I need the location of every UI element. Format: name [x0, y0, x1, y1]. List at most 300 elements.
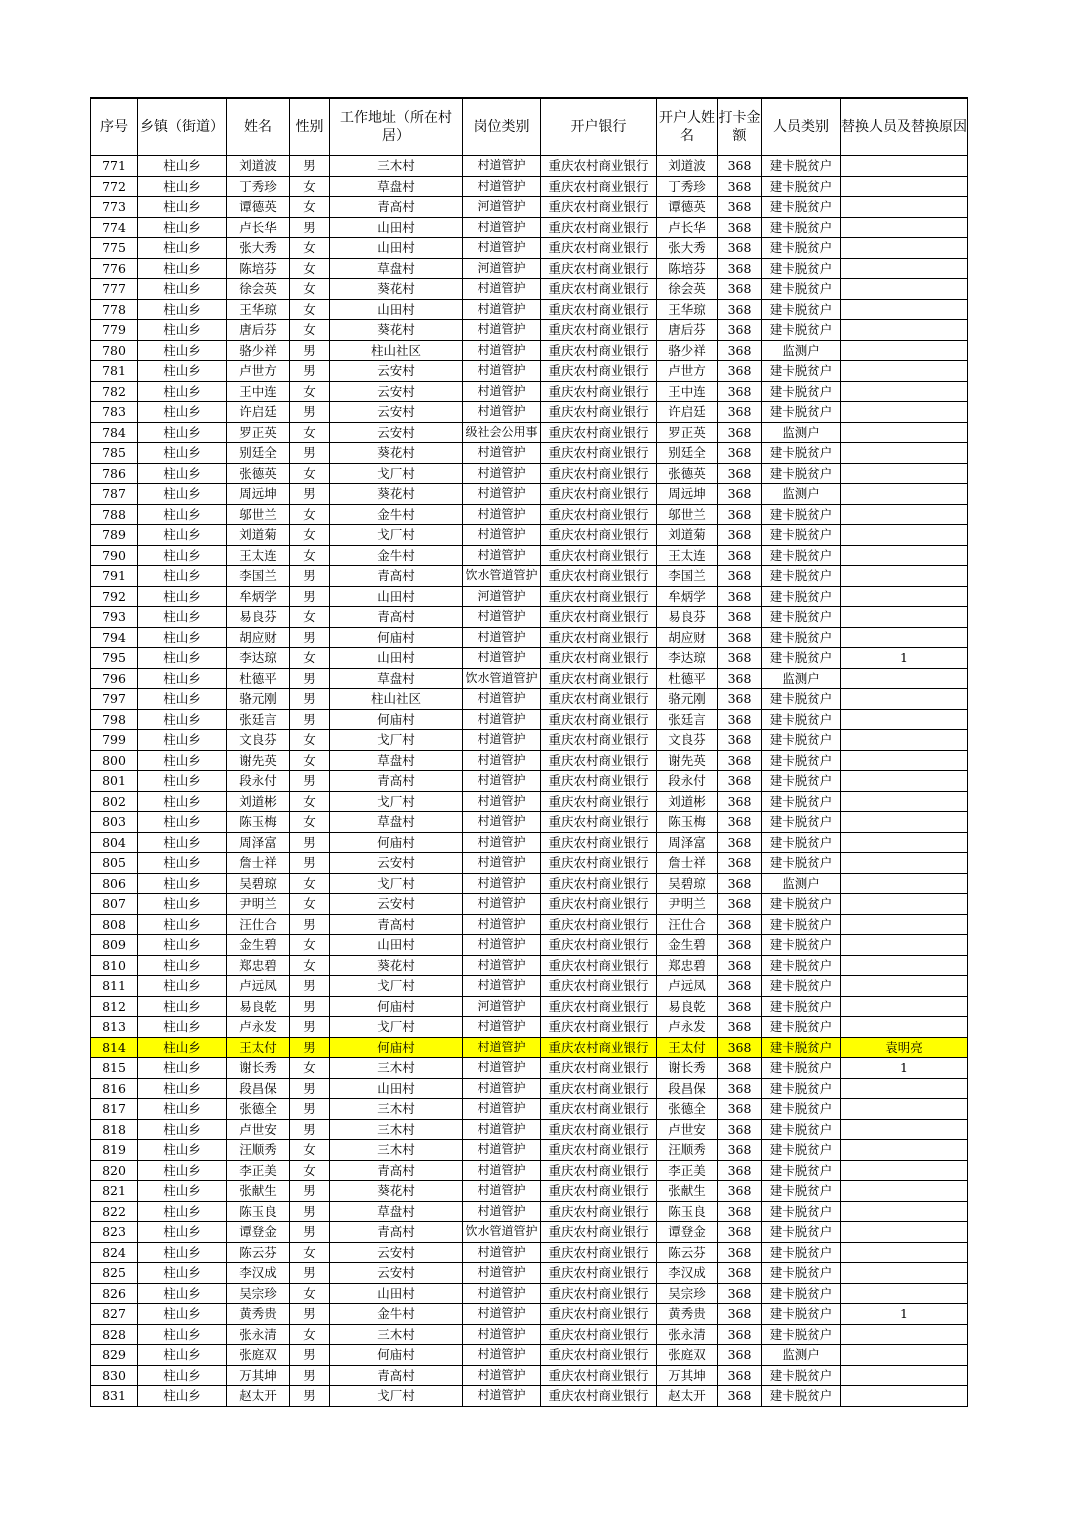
cell-account-holder: 徐会英	[657, 279, 718, 300]
cell-amount: 368	[718, 873, 762, 894]
cell-gender: 男	[290, 1345, 330, 1366]
cell-name: 卢长华	[227, 217, 290, 238]
cell-post-type: 村道管护	[463, 894, 541, 915]
cell-person-category: 监测户	[762, 422, 841, 443]
cell-account-holder: 谢长秀	[657, 1058, 718, 1079]
cell-post-type: 村道管护	[463, 607, 541, 628]
cell-gender: 女	[290, 1324, 330, 1345]
cell-account-holder: 刘道彬	[657, 791, 718, 812]
cell-person-category: 建卡脱贫户	[762, 791, 841, 812]
table-row	[91, 463, 968, 484]
cell-bank: 重庆农村商业银行	[541, 832, 657, 853]
cell-work-address: 山田村	[330, 648, 463, 669]
table-row	[91, 1242, 968, 1263]
cell-bank: 重庆农村商业银行	[541, 955, 657, 976]
cell-replacement	[841, 976, 968, 997]
cell-replacement	[841, 791, 968, 812]
cell-bank: 重庆农村商业银行	[541, 566, 657, 587]
cell-person-category: 监测户	[762, 340, 841, 361]
table-row	[91, 648, 968, 669]
cell-amount: 368	[718, 730, 762, 751]
cell-replacement	[841, 771, 968, 792]
cell-township: 柱山乡	[138, 217, 227, 238]
cell-work-address: 戈厂村	[330, 976, 463, 997]
cell-amount: 368	[718, 1099, 762, 1120]
cell-work-address: 戈厂村	[330, 525, 463, 546]
cell-person-category: 建卡脱贫户	[762, 504, 841, 525]
col-header-township: 乡镇（街道）	[138, 98, 227, 156]
cell-work-address: 何庙村	[330, 832, 463, 853]
cell-index: 829	[91, 1345, 138, 1366]
cell-name: 黄秀贵	[227, 1304, 290, 1325]
cell-name: 胡应财	[227, 627, 290, 648]
cell-account-holder: 周远坤	[657, 484, 718, 505]
cell-account-holder: 谭登金	[657, 1222, 718, 1243]
cell-gender: 男	[290, 217, 330, 238]
cell-person-category: 建卡脱贫户	[762, 443, 841, 464]
cell-amount: 368	[718, 1037, 762, 1058]
cell-township: 柱山乡	[138, 935, 227, 956]
cell-account-holder: 陈云芬	[657, 1242, 718, 1263]
cell-post-type: 村道管护	[463, 832, 541, 853]
cell-index: 808	[91, 914, 138, 935]
cell-bank: 重庆农村商业银行	[541, 1140, 657, 1161]
cell-account-holder: 张德英	[657, 463, 718, 484]
cell-amount: 368	[718, 894, 762, 915]
cell-township: 柱山乡	[138, 648, 227, 669]
cell-index: 781	[91, 361, 138, 382]
cell-bank: 重庆农村商业银行	[541, 361, 657, 382]
cell-amount: 368	[718, 484, 762, 505]
cell-township: 柱山乡	[138, 299, 227, 320]
cell-post-type: 河道管护	[463, 996, 541, 1017]
cell-township: 柱山乡	[138, 545, 227, 566]
cell-work-address: 云安村	[330, 894, 463, 915]
cell-amount: 368	[718, 156, 762, 177]
cell-name: 谭德英	[227, 197, 290, 218]
cell-amount: 368	[718, 668, 762, 689]
cell-replacement	[841, 1099, 968, 1120]
cell-person-category: 建卡脱贫户	[762, 176, 841, 197]
cell-post-type: 村道管护	[463, 484, 541, 505]
cell-account-holder: 罗正英	[657, 422, 718, 443]
cell-replacement	[841, 525, 968, 546]
cell-name: 卢永发	[227, 1017, 290, 1038]
cell-bank: 重庆农村商业银行	[541, 279, 657, 300]
table-row-highlighted	[91, 1037, 968, 1058]
cell-work-address: 山田村	[330, 935, 463, 956]
cell-gender: 男	[290, 853, 330, 874]
cell-gender: 女	[290, 504, 330, 525]
cell-bank: 重庆农村商业银行	[541, 771, 657, 792]
cell-index: 826	[91, 1283, 138, 1304]
cell-index: 811	[91, 976, 138, 997]
cell-name: 王中连	[227, 381, 290, 402]
table-row	[91, 238, 968, 259]
cell-replacement: 袁明亮	[841, 1037, 968, 1058]
cell-township: 柱山乡	[138, 1181, 227, 1202]
cell-account-holder: 骆少祥	[657, 340, 718, 361]
cell-index: 812	[91, 996, 138, 1017]
cell-account-holder: 詹士祥	[657, 853, 718, 874]
cell-person-category: 建卡脱贫户	[762, 1283, 841, 1304]
cell-bank: 重庆农村商业银行	[541, 750, 657, 771]
cell-account-holder: 陈培芬	[657, 258, 718, 279]
cell-amount: 368	[718, 1201, 762, 1222]
cell-gender: 女	[290, 730, 330, 751]
cell-post-type: 村道管护	[463, 1242, 541, 1263]
cell-bank: 重庆农村商业银行	[541, 976, 657, 997]
cell-person-category: 建卡脱贫户	[762, 1119, 841, 1140]
cell-work-address: 山田村	[330, 299, 463, 320]
cell-post-type: 村道管护	[463, 1386, 541, 1407]
cell-account-holder: 郑忠碧	[657, 955, 718, 976]
cell-replacement	[841, 1242, 968, 1263]
cell-gender: 女	[290, 320, 330, 341]
cell-account-holder: 谭德英	[657, 197, 718, 218]
cell-name: 骆元刚	[227, 689, 290, 710]
table-row	[91, 1324, 968, 1345]
cell-replacement	[841, 853, 968, 874]
cell-bank: 重庆农村商业银行	[541, 1017, 657, 1038]
cell-account-holder: 吴碧琼	[657, 873, 718, 894]
cell-gender: 男	[290, 996, 330, 1017]
cell-account-holder: 邬世兰	[657, 504, 718, 525]
cell-amount: 368	[718, 340, 762, 361]
cell-person-category: 建卡脱贫户	[762, 1365, 841, 1386]
cell-post-type: 村道管护	[463, 976, 541, 997]
cell-replacement	[841, 279, 968, 300]
cell-name: 刘道彬	[227, 791, 290, 812]
cell-gender: 女	[290, 299, 330, 320]
cell-gender: 女	[290, 1140, 330, 1161]
cell-name: 吴宗珍	[227, 1283, 290, 1304]
cell-index: 809	[91, 935, 138, 956]
cell-name: 张德英	[227, 463, 290, 484]
table-row	[91, 1386, 968, 1407]
cell-amount: 368	[718, 1283, 762, 1304]
cell-account-holder: 杜德平	[657, 668, 718, 689]
cell-bank: 重庆农村商业银行	[541, 1242, 657, 1263]
cell-bank: 重庆农村商业银行	[541, 627, 657, 648]
cell-bank: 重庆农村商业银行	[541, 197, 657, 218]
cell-amount: 368	[718, 463, 762, 484]
cell-name: 李汉成	[227, 1263, 290, 1284]
cell-bank: 重庆农村商业银行	[541, 525, 657, 546]
cell-township: 柱山乡	[138, 340, 227, 361]
cell-name: 汪顺秀	[227, 1140, 290, 1161]
cell-township: 柱山乡	[138, 689, 227, 710]
cell-post-type: 村道管护	[463, 812, 541, 833]
cell-name: 陈云芬	[227, 1242, 290, 1263]
cell-replacement	[841, 381, 968, 402]
cell-account-holder: 谢先英	[657, 750, 718, 771]
cell-replacement	[841, 258, 968, 279]
cell-index: 786	[91, 463, 138, 484]
cell-name: 郑忠碧	[227, 955, 290, 976]
cell-gender: 女	[290, 422, 330, 443]
cell-work-address: 何庙村	[330, 1345, 463, 1366]
cell-account-holder: 张廷言	[657, 709, 718, 730]
cell-gender: 男	[290, 1119, 330, 1140]
cell-work-address: 青高村	[330, 914, 463, 935]
cell-person-category: 建卡脱贫户	[762, 853, 841, 874]
cell-township: 柱山乡	[138, 1140, 227, 1161]
cell-account-holder: 张献生	[657, 1181, 718, 1202]
cell-name: 唐后芬	[227, 320, 290, 341]
cell-replacement	[841, 1119, 968, 1140]
cell-work-address: 葵花村	[330, 484, 463, 505]
cell-post-type: 村道管护	[463, 1345, 541, 1366]
cell-person-category: 建卡脱贫户	[762, 1386, 841, 1407]
cell-bank: 重庆农村商业银行	[541, 238, 657, 259]
cell-gender: 男	[290, 1099, 330, 1120]
cell-person-category: 建卡脱贫户	[762, 1037, 841, 1058]
cell-account-holder: 王中连	[657, 381, 718, 402]
cell-amount: 368	[718, 1386, 762, 1407]
cell-replacement	[841, 914, 968, 935]
cell-name: 卢世方	[227, 361, 290, 382]
cell-name: 陈玉梅	[227, 812, 290, 833]
cell-person-category: 建卡脱贫户	[762, 730, 841, 751]
cell-work-address: 山田村	[330, 1078, 463, 1099]
cell-name: 刘道波	[227, 156, 290, 177]
cell-index: 814	[91, 1037, 138, 1058]
cell-amount: 368	[718, 996, 762, 1017]
cell-gender: 男	[290, 709, 330, 730]
cell-person-category: 建卡脱贫户	[762, 648, 841, 669]
cell-work-address: 金牛村	[330, 1304, 463, 1325]
cell-replacement	[841, 1222, 968, 1243]
cell-post-type: 饮水管道管护	[463, 566, 541, 587]
table-row	[91, 1119, 968, 1140]
table-row	[91, 443, 968, 464]
cell-name: 詹士祥	[227, 853, 290, 874]
cell-person-category: 建卡脱贫户	[762, 1304, 841, 1325]
cell-index: 819	[91, 1140, 138, 1161]
table-row	[91, 914, 968, 935]
cell-post-type: 村道管护	[463, 1119, 541, 1140]
cell-work-address: 草盘村	[330, 258, 463, 279]
cell-work-address: 云安村	[330, 1242, 463, 1263]
cell-bank: 重庆农村商业银行	[541, 894, 657, 915]
cell-name: 段昌保	[227, 1078, 290, 1099]
cell-replacement	[841, 1201, 968, 1222]
cell-account-holder: 李国兰	[657, 566, 718, 587]
cell-gender: 男	[290, 771, 330, 792]
cell-replacement	[841, 361, 968, 382]
cell-bank: 重庆农村商业银行	[541, 217, 657, 238]
cell-township: 柱山乡	[138, 238, 227, 259]
cell-amount: 368	[718, 422, 762, 443]
cell-index: 816	[91, 1078, 138, 1099]
table-row	[91, 750, 968, 771]
cell-post-type: 村道管护	[463, 340, 541, 361]
cell-index: 828	[91, 1324, 138, 1345]
cell-township: 柱山乡	[138, 1037, 227, 1058]
cell-index: 806	[91, 873, 138, 894]
cell-account-holder: 汪仕合	[657, 914, 718, 935]
cell-index: 784	[91, 422, 138, 443]
cell-township: 柱山乡	[138, 463, 227, 484]
table-row	[91, 1099, 968, 1120]
cell-township: 柱山乡	[138, 873, 227, 894]
cell-township: 柱山乡	[138, 1283, 227, 1304]
cell-work-address: 云安村	[330, 361, 463, 382]
cell-township: 柱山乡	[138, 176, 227, 197]
cell-gender: 男	[290, 832, 330, 853]
cell-gender: 女	[290, 648, 330, 669]
cell-gender: 女	[290, 1242, 330, 1263]
table-row	[91, 627, 968, 648]
cell-name: 徐会英	[227, 279, 290, 300]
cell-account-holder: 李达琼	[657, 648, 718, 669]
cell-gender: 男	[290, 1304, 330, 1325]
cell-name: 李达琼	[227, 648, 290, 669]
table-row	[91, 1304, 968, 1325]
cell-post-type: 村道管护	[463, 176, 541, 197]
cell-person-category: 建卡脱贫户	[762, 361, 841, 382]
cell-person-category: 监测户	[762, 668, 841, 689]
cell-index: 772	[91, 176, 138, 197]
cell-township: 柱山乡	[138, 1222, 227, 1243]
cell-account-holder: 刘道菊	[657, 525, 718, 546]
cell-replacement	[841, 730, 968, 751]
cell-person-category: 建卡脱贫户	[762, 955, 841, 976]
cell-index: 780	[91, 340, 138, 361]
cell-bank: 重庆农村商业银行	[541, 689, 657, 710]
cell-work-address: 草盘村	[330, 176, 463, 197]
cell-name: 陈玉良	[227, 1201, 290, 1222]
cell-township: 柱山乡	[138, 976, 227, 997]
cell-account-holder: 唐后芬	[657, 320, 718, 341]
cell-person-category: 建卡脱贫户	[762, 914, 841, 935]
cell-amount: 368	[718, 689, 762, 710]
cell-post-type: 村道管护	[463, 709, 541, 730]
cell-bank: 重庆农村商业银行	[541, 1283, 657, 1304]
cell-bank: 重庆农村商业银行	[541, 176, 657, 197]
cell-person-category: 建卡脱贫户	[762, 1140, 841, 1161]
cell-post-type: 村道管护	[463, 217, 541, 238]
cell-person-category: 建卡脱贫户	[762, 566, 841, 587]
cell-replacement	[841, 197, 968, 218]
cell-index: 776	[91, 258, 138, 279]
cell-replacement	[841, 750, 968, 771]
cell-name: 陈培芬	[227, 258, 290, 279]
cell-amount: 368	[718, 525, 762, 546]
cell-person-category: 监测户	[762, 873, 841, 894]
cell-person-category: 建卡脱贫户	[762, 299, 841, 320]
cell-person-category: 建卡脱贫户	[762, 586, 841, 607]
cell-gender: 男	[290, 443, 330, 464]
table-row	[91, 976, 968, 997]
cell-amount: 368	[718, 1242, 762, 1263]
table-row	[91, 1017, 968, 1038]
cell-amount: 368	[718, 504, 762, 525]
cell-person-category: 建卡脱贫户	[762, 689, 841, 710]
cell-work-address: 三木村	[330, 1058, 463, 1079]
cell-work-address: 葵花村	[330, 443, 463, 464]
cell-replacement	[841, 463, 968, 484]
cell-post-type: 村道管护	[463, 1263, 541, 1284]
cell-work-address: 金牛村	[330, 504, 463, 525]
cell-gender: 男	[290, 914, 330, 935]
cell-replacement	[841, 832, 968, 853]
cell-amount: 368	[718, 750, 762, 771]
table-row	[91, 525, 968, 546]
cell-work-address: 三木村	[330, 1099, 463, 1120]
cell-person-category: 建卡脱贫户	[762, 525, 841, 546]
cell-township: 柱山乡	[138, 1160, 227, 1181]
cell-index: 825	[91, 1263, 138, 1284]
cell-account-holder: 王太付	[657, 1037, 718, 1058]
table-row	[91, 668, 968, 689]
cell-person-category: 建卡脱贫户	[762, 1017, 841, 1038]
cell-index: 789	[91, 525, 138, 546]
cell-name: 张永清	[227, 1324, 290, 1345]
cell-amount: 368	[718, 1058, 762, 1079]
cell-person-category: 建卡脱贫户	[762, 156, 841, 177]
cell-township: 柱山乡	[138, 1242, 227, 1263]
cell-work-address: 何庙村	[330, 996, 463, 1017]
cell-amount: 368	[718, 176, 762, 197]
cell-post-type: 村道管护	[463, 299, 541, 320]
cell-gender: 男	[290, 1263, 330, 1284]
cell-gender: 男	[290, 1078, 330, 1099]
cell-person-category: 建卡脱贫户	[762, 627, 841, 648]
cell-name: 别廷全	[227, 443, 290, 464]
cell-work-address: 何庙村	[330, 1037, 463, 1058]
cell-work-address: 草盘村	[330, 812, 463, 833]
cell-post-type: 村道管护	[463, 381, 541, 402]
cell-bank: 重庆农村商业银行	[541, 1078, 657, 1099]
cell-account-holder: 牟炳学	[657, 586, 718, 607]
cell-gender: 女	[290, 197, 330, 218]
cell-bank: 重庆农村商业银行	[541, 873, 657, 894]
cell-person-category: 建卡脱贫户	[762, 217, 841, 238]
cell-bank: 重庆农村商业银行	[541, 1099, 657, 1120]
cell-person-category: 建卡脱贫户	[762, 750, 841, 771]
cell-bank: 重庆农村商业银行	[541, 1263, 657, 1284]
cell-post-type: 村道管护	[463, 1058, 541, 1079]
cell-name: 刘道菊	[227, 525, 290, 546]
cell-account-holder: 周泽富	[657, 832, 718, 853]
cell-bank: 重庆农村商业银行	[541, 648, 657, 669]
cell-name: 尹明兰	[227, 894, 290, 915]
cell-work-address: 戈厂村	[330, 873, 463, 894]
cell-amount: 368	[718, 586, 762, 607]
cell-bank: 重庆农村商业银行	[541, 812, 657, 833]
cell-replacement	[841, 1160, 968, 1181]
cell-person-category: 建卡脱贫户	[762, 258, 841, 279]
cell-replacement	[841, 422, 968, 443]
cell-post-type: 河道管护	[463, 258, 541, 279]
cell-post-type: 村道管护	[463, 1140, 541, 1161]
col-header-person-category: 人员类别	[762, 98, 841, 156]
cell-name: 张德全	[227, 1099, 290, 1120]
cell-township: 柱山乡	[138, 1365, 227, 1386]
cell-index: 822	[91, 1201, 138, 1222]
cell-name: 谢先英	[227, 750, 290, 771]
table-row	[91, 894, 968, 915]
cell-post-type: 饮水管道管护	[463, 1222, 541, 1243]
cell-post-type: 村道管护	[463, 771, 541, 792]
cell-amount: 368	[718, 709, 762, 730]
table-row	[91, 156, 968, 177]
cell-post-type: 村道管护	[463, 320, 541, 341]
col-header-index: 序号	[91, 98, 138, 156]
cell-gender: 女	[290, 955, 330, 976]
